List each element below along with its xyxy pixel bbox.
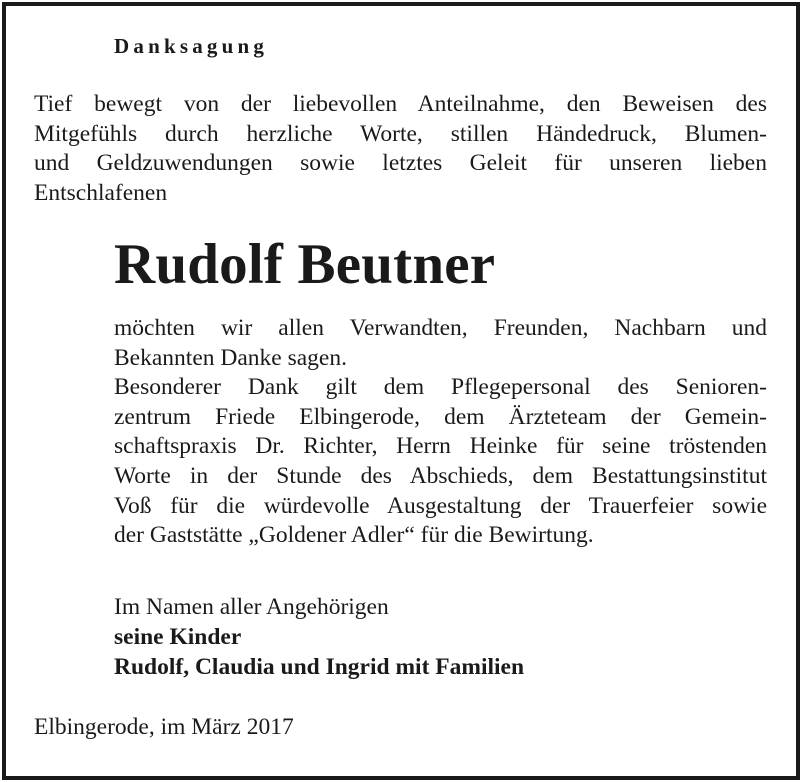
- signature-line-children: seine Kinder: [114, 624, 242, 650]
- thanks-line: Bekannten Danke sagen.: [114, 344, 347, 371]
- intro-line: Tief bewegt von der liebevollen Anteilnahme, den Beweisen des: [34, 91, 767, 117]
- intro-line: Entschlafenen: [34, 179, 168, 206]
- deceased-name: Rudolf Beutner: [114, 233, 496, 296]
- thanks-line: der Gaststätte „Goldener Adler“ für die Bewirtung.: [114, 522, 594, 549]
- thanks-line: Voß für die würdevolle Ausgestaltung der Trauerfeier sowie: [114, 492, 767, 519]
- signature-block: [114, 592, 524, 682]
- intro-paragraph: [34, 90, 767, 208]
- signature-line-relatives: Im Namen aller Angehörigen: [114, 594, 389, 620]
- thanks-line: möchten wir allen Verwandten, Freunden, Nachbarn und: [114, 315, 767, 341]
- thanks-paragraph: [114, 314, 767, 551]
- intro-line: Mitgefühls durch herzliche Worte, stillen Händedruck, Blumen-: [34, 120, 767, 147]
- intro-line: und Geldzuwendungen sowie letztes Geleit für unseren lieben: [34, 150, 767, 177]
- thanks-line: Worte in der Stunde des Abschieds, dem Bestattungsinstitut: [114, 462, 767, 489]
- place-date: Elbingerode, im März 2017: [34, 714, 294, 740]
- thanks-line: Besonderer Dank gilt dem Pflegepersonal des Senioren-: [114, 374, 767, 401]
- signature-line-names: Rudolf, Claudia und Ingrid mit Familien: [114, 654, 525, 680]
- notice-heading: Danksagung: [114, 34, 269, 58]
- thanks-line: zentrum Friede Elbingerode, dem Ärzteteam der Gemein-: [114, 403, 767, 430]
- thanks-line: schaftspraxis Dr. Richter, Herrn Heinke für seine tröstenden: [114, 433, 767, 460]
